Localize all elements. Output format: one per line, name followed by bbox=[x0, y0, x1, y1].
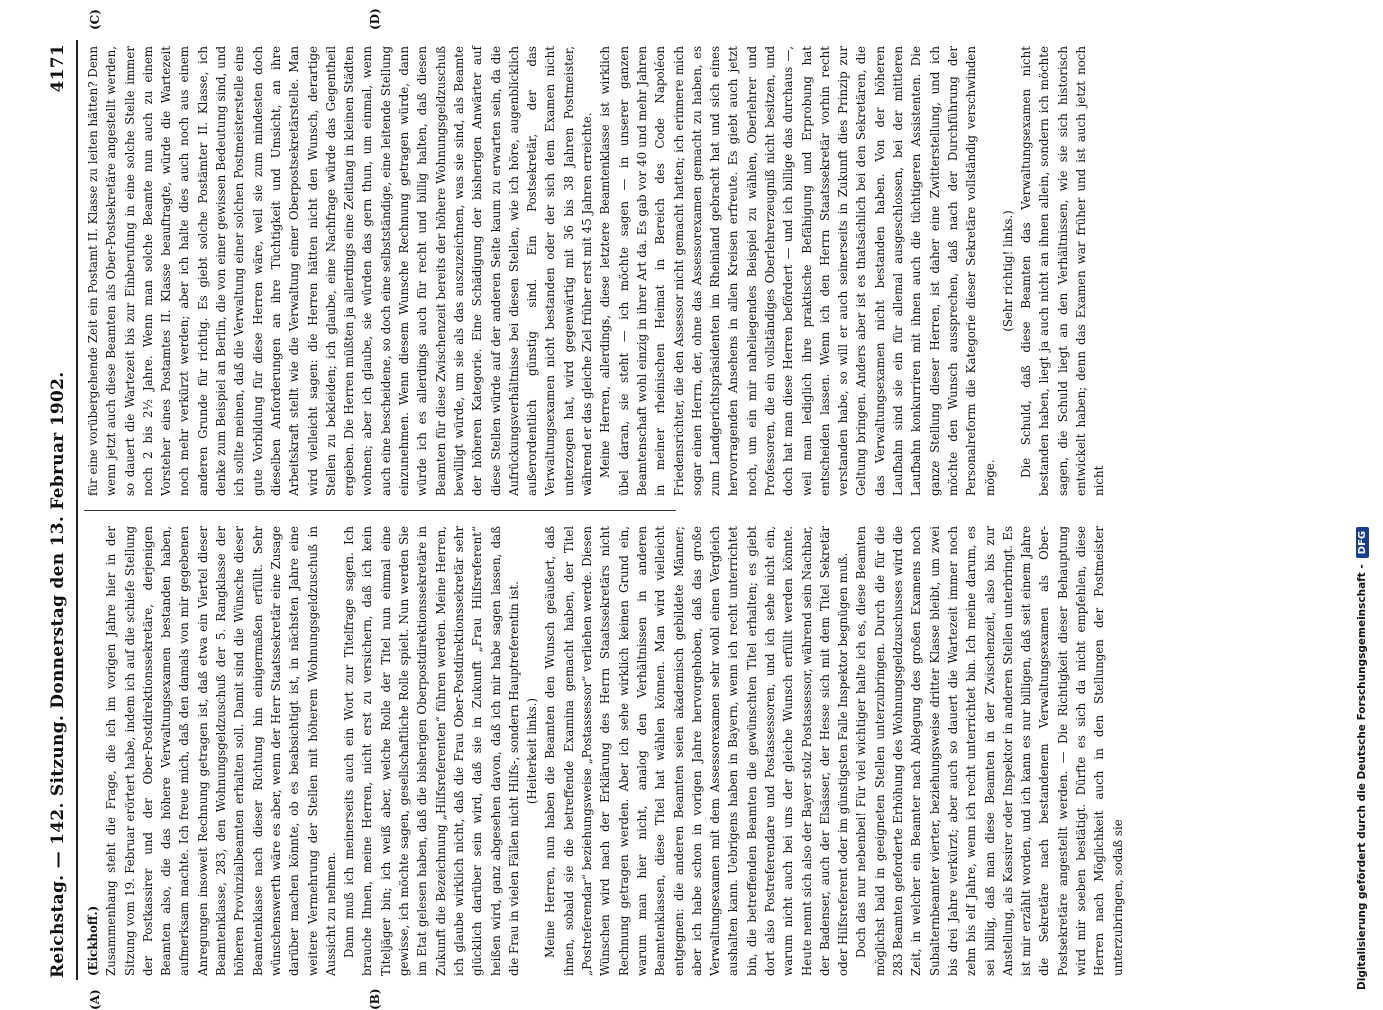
paragraph: Meine Herren, allerdings, diese letztere Beamtenklasse ist wirklich übel daran, sie steht — ich möchte sagen — in unserer ganzen Beamtenschaft wohl einzig in ihrer Art da. Es gab vor 40 und mehr Jahren in meiner rheinischen Heimat in Bereich des Code Napoléon Friedensrichter, die den Assessor nicht gemacht hatten; ich erinnere mich sogar einen Herrn, der, ohne das Assessorexamen gemacht zu haben, es zum Landgerichtspräsidenten im Rheinland gebracht hat und sich eines hervorragenden Ansehens in allen Kreisen erfreute. Es giebt auch jetzt noch, um ein mir naheliegendes Beispiel zu wählen, Oberlehrer und Professoren, die ein vollständiges Oberlehrerzeugniß nicht besitzen, und doch hat man diese Herren befördert — und ich billige das durchaus —, weil man lediglich ihre praktische Befähigung und Erprobung hat entscheiden lassen. Wenn ich den Herrn Staatssekretär vorhin recht verstanden habe, so will er auch seinerseits in Zukunft dies Prinzip zur Geltung bringen. Anders aber ist es thatsächlich bei den Sekretären, die das Verwaltungsexamen nicht bestanden haben. Von der höheren Laufbahn sind sie ein für allemal ausgeschlossen, bei der mittleren Laufbahn konkurriren mit ihnen auch die tüchtigeren Assistenten. Die ganze Stellung dieser Herren, ist daher eine Zwitterstellung, und ich möchte den Wunsch aussprechen, daß nach der Durchführung der Personalreform die Kategorie dieser Sekretäre vollständig verschwinden möge. bbox=[596, 46, 999, 496]
header-title: Reichstag. — 142. Sitzung. Donnerstag den 13. Februar 1902. bbox=[48, 372, 68, 978]
text-column-left bbox=[84, 526, 674, 976]
margin-marker-c: (C) bbox=[88, 9, 102, 30]
dfg-logo: DFG bbox=[1356, 527, 1369, 558]
paragraph: Die Schuld, daß diese Beamten das Verwaltungsexamen nicht bestanden haben, liegt ja auch nicht an ihnen allein, sondern ich möchte sagen, die Schuld liegt an den Verhältnissen, wie sie sich historisch entwickelt haben; denn das Examen war früher und ist auch jetzt noch nicht bbox=[1017, 46, 1108, 496]
margin-marker-a: (A) bbox=[88, 989, 102, 1010]
speaker-label: (Eickhoff.) bbox=[84, 526, 102, 976]
header-rule bbox=[76, 40, 78, 980]
paragraph: Zusammenhang steht die Frage, die ich im vorigen Jahre hier in der Sitzung vom 19. Februar erörtert habe, indem ich auf die schiefe Stellung der Postkassirer und der Ober-Postdirektionssekretäre, derjenigen Beamten also, die das höhere Verwaltungsexamen bestanden haben, aufmerksam machte. Ich freue mich, daß den damals von mir gegebenen Anregungen insoweit Rechnung getragen ist, daß etwa ein Viertel dieser Beamtenklasse, 283, den Wohnungsgeldzuschuß der 5. Rangklasse der höheren Provinzialbeamten erhalten soll. Damit sind die Wünsche dieser Beamtenklasse nach dieser Richtung hin einigermaßen erfüllt. Sehr wünschenswerth wäre es aber, wenn der Herr Staatssekretär eine Zusage darüber machen könnte, ob es beabsichtigt ist, in nächsten Jahre eine weitere Vermehrung der Stellen mit höherem Wohnungsgeldzuschuß in Aussicht zu nehmen. bbox=[102, 526, 340, 976]
paragraph: Dann muß ich meinerseits auch ein Wort zur Titelfrage sagen. Ich brauche Ihnen, meine Herren, nicht erst zu versichern, daß ich kein Titeljäger bin; ich weiß aber, welche Rolle der Titel nun einmal eine gewisse, ich möchte sagen, gesellschaftliche Rolle spielt. Nun werden Sie im Etat gelesen haben, daß die bisherigen Oberpostdirektionssekretäre in Zukunft die Bezeichnung „Hilfsreferenten“ führen werden. Meine Herren, ich glaube wirklich nicht, daß die Frau Ober-Postdirektionssekretär sehr glücklich darüber sein wird, daß sie in Zukunft „Frau Hilfsreferent“ heißen wird, ganz abgesehen davon, daß ich mir habe sagen lassen, daß die Frau in vielen Fällen nicht Hilfs-, sondern Hauptreferentin ist. bbox=[340, 526, 523, 976]
rotated-page bbox=[48, 40, 678, 980]
paragraph: Doch das nur nebenbei! Für viel wichtiger halte ich es, diese Beamten möglichst bald in geeigneten Stellen unterzubringen. Durch die für die 283 Beamten geforderte Erhöhung des Wohnungsgeldzuschusses wird die Zeit, in welcher ein Beamter nach Ablegung des großen Examens noch Subalternbeamter vierter, beziehungsweise dritter Klasse bleibt, um zwei bis drei Jahre verkürzt; aber auch so dauert die Wartezeit immer noch zehn bis elf Jahre, wenn ich recht unterrichtet bin. Ich meine darum, es sei billig, daß man diese Beamten in der Zwischenzeit, also bis zur Anstellung, als Kassirer oder Inspektor in anderen Stellen unterbringt. Es ist mir erzählt worden, und ich kann es nur billigen, daß seit einem Jahre die Sekretäre nach bestandenem Verwaltungsexamen als Ober-Postsekretäre angestellt werden. — Die Richtigkeit dieser Behauptung wird mir soeben bestätigt. Dürfte es sich da nicht empfehlen, diese Herren nach Möglichkeit auch in den Stellungen der Postmeister unterzubringen, sodaß sie bbox=[852, 526, 1126, 976]
margin-marker-b: (B) bbox=[368, 989, 382, 1010]
applause-note: (Heiterkeit links.) bbox=[523, 526, 541, 976]
column-divider bbox=[84, 510, 676, 511]
paragraph: für eine vorübergehende Zeit ein Postamt II. Klasse zu leiten hätten? Denn wenn jetzt auch diese Beamten als Ober-Postsekretäre angestellt werden, so dauert die Wartezeit bis zur Einberufung in eine solche Stelle immer noch 2 bis 2½ Jahre. Wenn man solche Beamte nun auch zu einem Vorsteher eines Postamtes II. Klasse beauftragte, würde die Wartezeit noch mehr verkürzt werden; aber ich halte dies auch noch aus einem anderen Grunde für richtig. Es giebt solche Postämter II. Klasse, ich denke zum Beispiel an Berlin, die von einer gewissen Bedeutung sind, und ich sollte meinen, daß die Verwaltung einer solchen Postmeisterstelle eine gute Vorbildung für diese Herren wäre, weil sie zum mindesten doch dieselben Anforderungen an ihre Tüchtigkeit und Umsicht, an ihre Arbeitskraft stellt wie die Verwaltung einer Oberpostsekretärstelle. Man wird vielleicht sagen: die Herren hätten nicht den Wunsch, derartige Stellen zu bekleiden; ich glaube, eine Nachfrage würde das Gegentheil ergeben. Die Herren müßten ja allerdings eine Zeitlang in kleinen Städten wohnen; aber ich glaube, sie würden das gern thun, um einmal, wenn auch eine bescheidene, so doch eine selbstständige, eine leitende Stellung einzunehmen. Wenn diesem Wunsche Rechnung getragen würde, dann würde ich es allerdings auch für recht und billig halten, daß diesen Beamten für diese Zwischenzeit bereits der höhere Wohnungsgeldzuschuß bewilligt würde, um sie als das auszuzeichnen, was sie sind, als Beamte der höheren Kategorie. Eine Schädigung der bisherigen Anwärter auf diese Stellen würde auf der anderen Seite kaum zu erwarten sein, da die Aufrückungsverhältnisse bei diesen Stellen, wie ich höre, augenblicklich außerordentlich günstig sind. Ein Postsekretär, der das Verwaltungsexamen nicht bestanden oder der sich dem Examen nicht unterzogen hat, wird gegenwärtig mit 36 bis 38 Jahren Postmeister, während er das gleiche Ziel früher erst mit 45 Jahren erreichte. bbox=[84, 46, 596, 496]
margin-marker-d: (D) bbox=[368, 8, 382, 30]
digitization-credit bbox=[1356, 10, 1378, 990]
page-number: 4171 bbox=[48, 44, 68, 93]
credit-text: Digitalisierung gefördert durch die Deutsche Forschungsgemeinschaft - bbox=[1356, 564, 1368, 990]
applause-note: (Sehr richtig! links.) bbox=[999, 46, 1017, 496]
running-header bbox=[48, 40, 72, 980]
text-column-right bbox=[84, 46, 674, 496]
paragraph: Meine Herren, nun haben die Beamten den Wunsch geäußert, daß ihnen, sobald sie die betreffende Examina gemacht haben, der Titel „Postreferendar“ beziehungsweise „Postassessor“ verliehen werde. Diesen Wünschen wird nach der Erklärung des Herrn Staatssekretärs nicht Rechnung getragen werden. Aber ich sehe wirklich keinen Grund ein, warum man hier nicht, analog den Verhältnissen in anderen Beamtenklassen, diese Titel hat wählen können. Man wird vielleicht entgegnen: die anderen Beamten seien akademisch gebildete Männer; aber ich habe schon in vorigen Jahre hervorgehoben, daß das große Verwaltungsexamen mit dem Assessorexamen sehr wohl einen Vergleich aushalten kann. Uebrigens haben in Bayern, wenn ich recht unterrichtet bin, die betreffenden Beamten die gewünschten Titel erhalten; es giebt dort also Postreferendare und Postassessoren, und ich sehe nicht ein, warum nicht auch bei uns der gleiche Wunsch erfüllt werden könnte. Heute nennt sich also der Bayer stolz Postassessor, während sein Nachbar, der Badenser, auch der Elsässer, der Hesse sich mit dem Titel Sekretär oder Hilfsreferent oder im günstigsten Falle Inspektor begnügen muß. bbox=[541, 526, 852, 976]
